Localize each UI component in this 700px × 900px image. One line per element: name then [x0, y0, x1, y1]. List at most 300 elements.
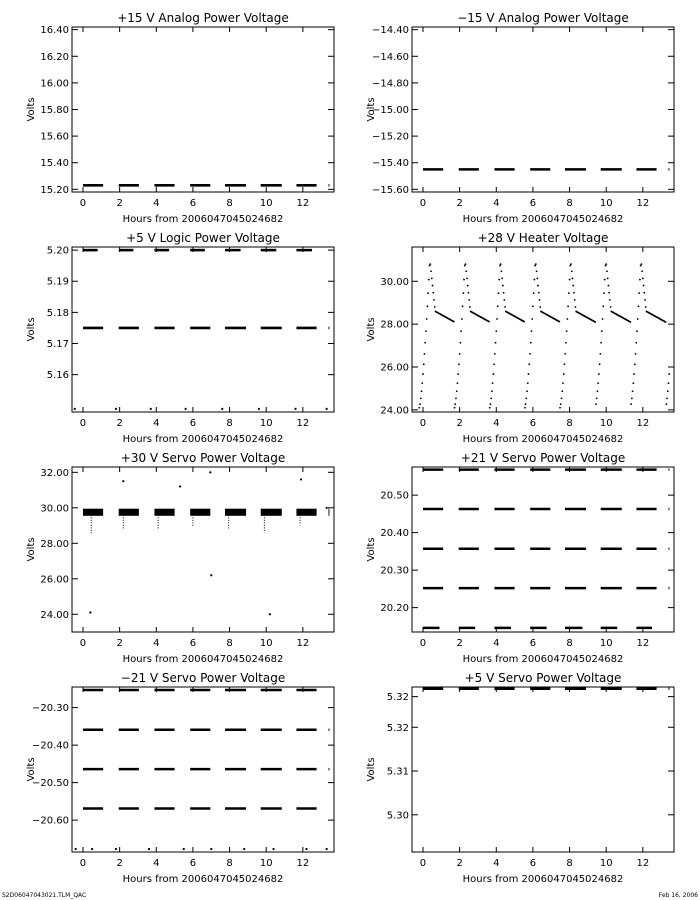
data-point — [221, 408, 223, 410]
x-tick-label: 2 — [456, 418, 463, 429]
data-point — [536, 278, 538, 280]
x-tick-label: 8 — [226, 198, 233, 209]
data-point — [75, 848, 77, 850]
y-axis-label: Volts — [366, 317, 377, 342]
y-tick-label: −14.80 — [371, 78, 409, 90]
data-point — [559, 407, 561, 409]
y-tick-label: 16.40 — [40, 25, 69, 37]
data-point — [498, 292, 500, 294]
data-point — [566, 330, 568, 332]
data-point — [179, 485, 181, 487]
plot-frame — [412, 687, 674, 852]
chart-panel — [26, 451, 334, 665]
data-point — [502, 285, 504, 287]
data-point — [635, 353, 637, 355]
data-point — [430, 270, 432, 272]
y-tick-label: −15.60 — [371, 184, 409, 196]
data-point — [433, 299, 435, 301]
data-point — [566, 318, 568, 320]
data-point — [492, 382, 494, 384]
data-band — [261, 509, 282, 516]
data-point — [597, 390, 599, 392]
x-tick-label: 10 — [599, 198, 613, 209]
data-point — [526, 390, 528, 392]
data-point — [465, 270, 467, 272]
x-tick-label: 10 — [259, 198, 273, 209]
data-point — [148, 848, 150, 850]
data-point — [459, 353, 461, 355]
x-axis-label: Hours from 2006047045024682 — [462, 214, 624, 225]
data-point — [453, 321, 455, 323]
x-tick-label: 0 — [419, 418, 427, 429]
chart-panel — [366, 451, 674, 665]
footer-right-text: Feb 16, 2006 — [658, 892, 698, 899]
data-point — [558, 321, 560, 323]
y-axis-label: Volts — [26, 97, 37, 122]
data-point — [490, 403, 492, 405]
data-point — [641, 270, 643, 272]
y-tick-label: 28.00 — [40, 538, 69, 550]
y-tick-label: −20.60 — [31, 815, 69, 827]
chart-title: −21 V Servo Power Voltage — [120, 671, 286, 685]
data-point — [258, 408, 260, 410]
x-axis-label: Hours from 2006047045024682 — [122, 874, 284, 885]
data-point — [423, 363, 425, 365]
data-point — [538, 292, 540, 294]
data-point — [599, 353, 601, 355]
data-point — [666, 397, 668, 399]
x-tick-label: 6 — [529, 858, 537, 869]
data-point — [468, 299, 470, 301]
data-point — [525, 403, 527, 405]
data-point — [665, 321, 667, 323]
x-tick-label: 4 — [153, 418, 160, 429]
data-point — [421, 390, 423, 392]
x-tick-label: 12 — [296, 198, 310, 209]
y-axis-label: Volts — [366, 757, 377, 782]
x-tick-label: 0 — [419, 858, 427, 869]
y-tick-label: 16.00 — [40, 78, 69, 90]
data-point — [562, 382, 564, 384]
data-point — [305, 848, 307, 850]
data-point — [637, 318, 639, 320]
data-point — [570, 263, 572, 265]
data-point — [424, 353, 426, 355]
data-point — [326, 408, 328, 410]
data-point — [456, 390, 458, 392]
x-tick-label: 0 — [419, 198, 427, 209]
data-point — [635, 342, 637, 344]
data-point — [503, 292, 505, 294]
y-axis-label: Volts — [26, 537, 37, 562]
data-point — [602, 318, 604, 320]
data-point — [603, 292, 605, 294]
y-tick-label: 20.20 — [380, 603, 409, 615]
data-point — [602, 305, 604, 307]
chart-title: −15 V Analog Power Voltage — [457, 11, 629, 25]
plot-frame — [412, 27, 674, 192]
x-tick-label: 6 — [529, 198, 537, 209]
data-band — [225, 509, 246, 516]
data-point — [530, 342, 532, 344]
data-point — [644, 299, 646, 301]
data-point — [492, 373, 494, 375]
data-point — [639, 279, 641, 281]
data-point — [610, 306, 612, 308]
data-point — [498, 279, 500, 281]
data-point — [535, 263, 537, 265]
data-point — [426, 305, 428, 307]
data-point — [643, 292, 645, 294]
data-point — [432, 285, 434, 287]
y-tick-label: 5.32 — [386, 692, 409, 704]
data-point — [606, 270, 608, 272]
data-point — [91, 848, 93, 850]
x-tick-label: 12 — [636, 638, 650, 649]
plot-frame — [412, 247, 674, 412]
data-point — [463, 279, 465, 281]
x-tick-label: 4 — [493, 198, 500, 209]
data-point — [432, 292, 434, 294]
data-point — [418, 407, 420, 409]
x-tick-label: 4 — [493, 418, 500, 429]
x-tick-label: 8 — [566, 858, 573, 869]
y-axis-label: Volts — [366, 537, 377, 562]
y-tick-label: 5.30 — [386, 810, 409, 822]
data-point — [539, 306, 541, 308]
y-tick-label: 5.20 — [46, 245, 69, 257]
data-point — [493, 363, 495, 365]
x-tick-label: 2 — [116, 418, 123, 429]
data-point — [634, 363, 636, 365]
data-point — [607, 278, 609, 280]
chart-panel — [366, 671, 674, 885]
data-point — [597, 382, 599, 384]
plot-frame — [72, 27, 334, 192]
data-point — [600, 342, 602, 344]
data-point — [468, 292, 470, 294]
data-point — [494, 353, 496, 355]
x-tick-label: 6 — [189, 198, 197, 209]
x-tick-label: 10 — [599, 638, 613, 649]
data-point — [608, 292, 610, 294]
y-tick-label: 26.00 — [40, 574, 69, 586]
data-point — [528, 363, 530, 365]
data-point — [528, 373, 530, 375]
data-point — [501, 270, 503, 272]
y-tick-label: 5.18 — [46, 307, 69, 319]
x-tick-label: 6 — [189, 638, 197, 649]
data-point — [115, 848, 117, 850]
data-point — [489, 407, 491, 409]
data-point — [599, 363, 601, 365]
data-point — [122, 480, 124, 482]
data-point — [500, 263, 502, 265]
x-tick-label: 2 — [116, 198, 123, 209]
data-point — [272, 848, 274, 850]
x-tick-label: 6 — [189, 858, 197, 869]
data-point — [300, 478, 302, 480]
x-tick-label: 10 — [259, 858, 273, 869]
x-tick-label: 0 — [79, 858, 87, 869]
data-point — [183, 848, 185, 850]
x-axis-label: Hours from 2006047045024682 — [122, 214, 284, 225]
y-tick-label: 5.32 — [386, 722, 409, 734]
data-point — [572, 278, 574, 280]
data-point — [609, 299, 611, 301]
data-point — [419, 403, 421, 405]
data-point — [465, 263, 467, 265]
x-tick-label: 4 — [493, 858, 500, 869]
y-tick-label: 24.00 — [40, 609, 69, 621]
data-point — [533, 279, 535, 281]
data-point — [210, 574, 212, 576]
data-point — [420, 397, 422, 399]
data-point — [536, 270, 538, 272]
y-tick-label: 20.40 — [380, 528, 409, 540]
data-band — [190, 509, 210, 516]
y-tick-label: 30.00 — [40, 503, 69, 515]
data-point — [462, 305, 464, 307]
data-point — [531, 318, 533, 320]
data-point — [495, 342, 497, 344]
data-point — [667, 390, 669, 392]
x-tick-label: 4 — [153, 858, 160, 869]
data-point — [243, 848, 245, 850]
data-point — [431, 278, 433, 280]
x-axis-label: Hours from 2006047045024682 — [462, 874, 624, 885]
y-tick-label: 20.50 — [380, 490, 409, 502]
data-point — [455, 397, 457, 399]
y-tick-label: 30.00 — [380, 276, 409, 288]
data-point — [427, 292, 429, 294]
x-tick-label: 2 — [456, 858, 463, 869]
chart-panel — [366, 11, 674, 225]
data-point — [421, 382, 423, 384]
data-point — [665, 403, 667, 405]
y-tick-label: −15.20 — [371, 131, 409, 143]
data-point — [564, 363, 566, 365]
x-tick-label: 0 — [79, 638, 87, 649]
data-point — [461, 318, 463, 320]
data-point — [638, 305, 640, 307]
x-tick-label: 10 — [259, 418, 273, 429]
data-point — [565, 342, 567, 344]
data-point — [532, 305, 534, 307]
x-tick-label: 8 — [226, 638, 233, 649]
data-point — [495, 330, 497, 332]
data-point — [575, 306, 577, 308]
data-point — [645, 306, 647, 308]
x-tick-label: 6 — [529, 638, 537, 649]
y-tick-label: 24.00 — [380, 405, 409, 417]
x-tick-label: 4 — [493, 638, 500, 649]
data-point — [596, 397, 598, 399]
data-point — [561, 397, 563, 399]
data-point — [469, 306, 471, 308]
data-point — [539, 299, 541, 301]
data-point — [595, 403, 597, 405]
y-tick-label: −14.40 — [371, 25, 409, 37]
plot-frame — [72, 247, 334, 412]
data-point — [604, 279, 606, 281]
x-axis-label: Hours from 2006047045024682 — [122, 654, 284, 665]
data-point — [594, 321, 596, 323]
data-band — [296, 509, 316, 516]
y-tick-label: −20.30 — [31, 703, 69, 715]
x-tick-label: 8 — [226, 418, 233, 429]
data-point — [496, 318, 498, 320]
data-point — [466, 278, 468, 280]
x-tick-label: 8 — [566, 418, 573, 429]
data-point — [503, 299, 505, 301]
data-point — [210, 848, 212, 850]
data-point — [533, 292, 535, 294]
data-point — [434, 306, 436, 308]
data-point — [490, 397, 492, 399]
data-point — [209, 471, 211, 473]
data-point — [531, 330, 533, 332]
data-point — [668, 382, 670, 384]
y-tick-label: 5.16 — [46, 370, 69, 382]
chart-panel — [26, 11, 334, 225]
y-tick-label: 15.80 — [40, 105, 69, 116]
x-tick-label: 2 — [116, 638, 123, 649]
y-tick-label: −15.00 — [371, 105, 409, 116]
x-axis-label: Hours from 2006047045024682 — [122, 434, 284, 445]
data-point — [527, 382, 529, 384]
data-point — [524, 407, 526, 409]
x-tick-label: 10 — [599, 858, 613, 869]
data-point — [326, 507, 328, 509]
chart-title: +15 V Analog Power Voltage — [117, 11, 289, 25]
data-point — [491, 390, 493, 392]
data-point — [561, 390, 563, 392]
data-point — [633, 373, 635, 375]
x-tick-label: 8 — [566, 638, 573, 649]
chart-title: +5 V Logic Power Voltage — [126, 231, 280, 245]
x-tick-label: 12 — [636, 198, 650, 209]
chart-title: +21 V Servo Power Voltage — [460, 451, 626, 465]
y-axis-label: Volts — [366, 97, 377, 122]
y-tick-label: 20.30 — [380, 565, 409, 577]
x-axis-label: Hours from 2006047045024682 — [462, 654, 624, 665]
data-point — [488, 321, 490, 323]
y-tick-label: 5.31 — [386, 766, 409, 778]
data-point — [529, 353, 531, 355]
x-tick-label: 4 — [153, 198, 160, 209]
x-tick-label: 12 — [636, 858, 650, 869]
data-point — [638, 292, 640, 294]
y-tick-label: 5.17 — [46, 339, 69, 351]
data-point — [429, 263, 431, 265]
x-tick-label: 10 — [599, 418, 613, 429]
data-band — [329, 509, 330, 516]
data-point — [630, 403, 632, 405]
y-tick-label: 26.00 — [380, 362, 409, 374]
data-point — [632, 382, 634, 384]
data-point — [668, 373, 670, 375]
data-point — [632, 390, 634, 392]
data-point — [629, 321, 631, 323]
x-tick-label: 12 — [296, 638, 310, 649]
data-band — [83, 509, 103, 516]
data-point — [598, 373, 600, 375]
data-point — [560, 403, 562, 405]
y-tick-label: −14.60 — [371, 51, 409, 63]
chart-panel — [26, 671, 334, 885]
data-band — [154, 509, 174, 516]
x-tick-label: 12 — [296, 858, 310, 869]
data-point — [184, 408, 186, 410]
y-tick-label: 16.20 — [40, 51, 69, 63]
x-tick-label: 6 — [529, 418, 537, 429]
data-point — [467, 285, 469, 287]
data-point — [426, 318, 428, 320]
data-point — [428, 279, 430, 281]
data-point — [460, 330, 462, 332]
data-point — [573, 292, 575, 294]
x-tick-label: 6 — [189, 418, 197, 429]
data-point — [115, 408, 117, 410]
data-point — [424, 342, 426, 344]
data-point — [326, 848, 328, 850]
x-tick-label: 10 — [259, 638, 273, 649]
x-tick-label: 0 — [419, 638, 427, 649]
x-tick-label: 8 — [226, 858, 233, 869]
chart-title: +5 V Servo Power Voltage — [464, 671, 622, 685]
data-point — [454, 403, 456, 405]
data-point — [425, 330, 427, 332]
y-tick-label: 15.60 — [40, 131, 69, 143]
x-tick-label: 2 — [116, 858, 123, 869]
chart-panel — [26, 231, 334, 445]
data-point — [567, 305, 569, 307]
data-point — [457, 373, 459, 375]
data-point — [568, 292, 570, 294]
x-tick-label: 0 — [79, 418, 87, 429]
y-tick-label: 32.00 — [40, 467, 69, 479]
data-point — [631, 397, 633, 399]
y-tick-label: 28.00 — [380, 319, 409, 331]
data-point — [454, 407, 456, 409]
y-tick-label: 5.19 — [46, 276, 69, 288]
x-tick-label: 2 — [456, 198, 463, 209]
x-tick-label: 12 — [636, 418, 650, 429]
y-tick-label: −20.40 — [31, 740, 69, 752]
x-axis-label: Hours from 2006047045024682 — [462, 434, 624, 445]
y-tick-label: 15.20 — [40, 184, 69, 196]
data-point — [636, 330, 638, 332]
data-point — [74, 408, 76, 410]
data-point — [504, 306, 506, 308]
data-point — [462, 292, 464, 294]
x-tick-label: 8 — [566, 198, 573, 209]
data-point — [523, 321, 525, 323]
data-point — [458, 363, 460, 365]
data-point — [89, 611, 91, 613]
y-tick-label: 15.40 — [40, 158, 69, 170]
data-point — [501, 278, 503, 280]
y-tick-label: −20.50 — [31, 778, 69, 790]
data-point — [525, 397, 527, 399]
x-tick-label: 2 — [456, 638, 463, 649]
data-point — [422, 373, 424, 375]
y-axis-label: Volts — [26, 317, 37, 342]
data-point — [459, 342, 461, 344]
x-tick-label: 4 — [153, 638, 160, 649]
data-point — [457, 382, 459, 384]
